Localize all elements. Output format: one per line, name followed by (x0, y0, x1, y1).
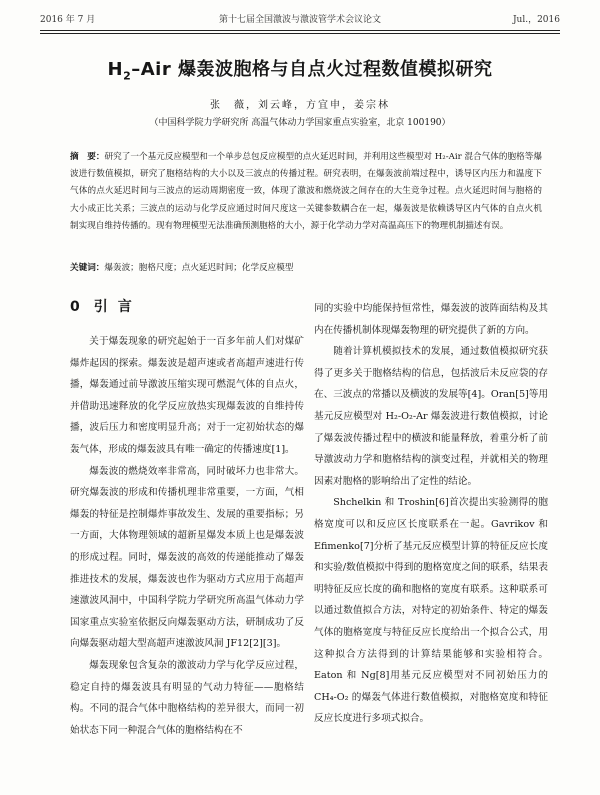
abstract-label: 摘 要： (70, 152, 105, 162)
keywords (70, 261, 542, 275)
header-date-en: Jul.，2016 (512, 15, 560, 25)
paragraph: Shchelkin 和 Troshin[6]首次提出实验测得的胞格宽度可以和反应区长度联系在一起。Gavrikov 和 Efimenko[7]分析了基元反应模型计算的特征反应长度和实验/数值模拟中得到的胞格宽度之间的联系，结果表明特征反应长度的确和胞格的宽度有联系。这种联系可以通过数值拟合方法，对特定的初始条件、特定的爆轰气体的胞格宽度与特征反应长度给出一个拟合公式，用这种拟合方法得到的计算结果能够和实验相符合。Eaton 和 Ng[8]用基元反应模型对不同初始压力的 CH₄-O₂ 的爆轰气体进行数值模拟，对胞格宽度和特征反应长度进行多项式拟合。 (314, 497, 548, 725)
running-header (40, 12, 560, 28)
header-date: 2016 年 7 月 (40, 15, 96, 25)
section-number: 0 (70, 299, 94, 315)
paragraph: 同的实验中均能保持恒常性，爆轰波的波阵面结构及其内在传播机制体现爆轰物理的研究提供了新的方向。 (314, 303, 548, 336)
section-heading (70, 295, 304, 319)
paragraph: 爆轰波的燃烧效率非常高，同时破坏力也非常大。研究爆轰波的形成和传播机理非常重要，一方面，气相爆轰的特征是控制爆炸事故发生、发展的重要指标；另一方面，大体物理领域的超新星爆发本质上也是爆轰波的形成过程。同时，爆轰波的高效的传递能推动了爆轰推进技术的发展，爆轰波也作为驱动方式应用于高超声速激波风洞中，中国科学院力学研究所高温气体动力学国家重点实验室依据反向爆轰驱动方法，研制成功了反向爆轰驱动超大型高超声速激波风洞 JF12[2][3]。 (70, 465, 304, 650)
affiliation: （中国科学院力学研究所 高温气体动力学国家重点实验室，北京 100190） (149, 118, 451, 128)
header-conference: 第十七届全国激波与激波管学术会议论文 (218, 15, 381, 25)
paragraph: 关于爆轰现象的研究起始于一百多年前人们对煤矿爆炸起因的探索。爆轰波是超声速或者高超声速进行传播，爆轰通过前导激波压缩实现可燃混气体的自点火，并借助迅速释放的化学反应放热实现爆轰波的自维持传播，波后压力和密度明显升高；对于一定初始状态的爆轰气体，形成的爆轰波具有唯一确定的传播速度[1]。 (70, 336, 304, 455)
keywords-label: 关键词： (70, 263, 105, 273)
section-title: 引言 (93, 299, 142, 315)
title-prefix: H (107, 59, 124, 80)
left-column (70, 295, 304, 741)
title-subscript: 2 (123, 69, 132, 83)
paragraph: 随着计算机模拟技术的发展，通过数值模拟研究获得了更多关于胞格结构的信息，包括波后未反应袋的存在、三波点的常播以及横波的发展等[4]。Oran[5]等用基元反应模型对 H₂-O₂-Ar 爆轰波进行数值模拟，讨论了爆轰波传播过程中的横波和能量释放，着重分析了前导激波动力学和胞格结构的演变过程，并就相关的物理因素对胞格的影响给出了定性的结论。 (314, 346, 548, 487)
right-column (314, 298, 548, 730)
paper-title (40, 55, 560, 83)
title-main: –Air 爆轰波胞格与自点火过程数值模拟研究 (131, 59, 493, 80)
abstract-text: 研究了一个基元反应模型和一个单步总包反应模型的点火延迟时间，并利用这些模型对 H₂-Air 混合气体的胞格等爆波进行数值模拟，研究了胞格结构的大小以及三波点的传播过程。研究表明，在爆轰波前端过程中，诱导区内压力和温度下气体的点火延迟时间与三波点的运动周期密度一致，体现了激波和燃烧波之间存在的大生竞争过程。点火延迟时间与胞格的大小成正比关系；三波点的运动与化学反应通过时间尺度这一关键参数耦合在一起，爆轰波是依赖诱导区内气体的自点火机制实现自维持传播的。现有物理模型无法准确预测胞格的大小，源于化学动力学对高温高压下的物理机制描述有误。 (70, 152, 542, 231)
authors: 张 薇，刘云峰，方宜申，姜宗林 (210, 100, 390, 111)
paragraph: 爆轰现象包含复杂的激波动力学与化学反应过程，稳定自持的爆轰波具有明显的气动力特征——胞格结构。不同的混合气体中胞格结构的差异很大，而同一初始状态下同一种混合气体的胞格结构在不 (70, 659, 304, 736)
abstract (70, 149, 542, 235)
header-rule-thin (40, 33, 560, 34)
header-rule-thick (40, 30, 560, 31)
keywords-text: 爆轰波；胞格尺度；点火延迟时间；化学反应模型 (104, 263, 294, 273)
